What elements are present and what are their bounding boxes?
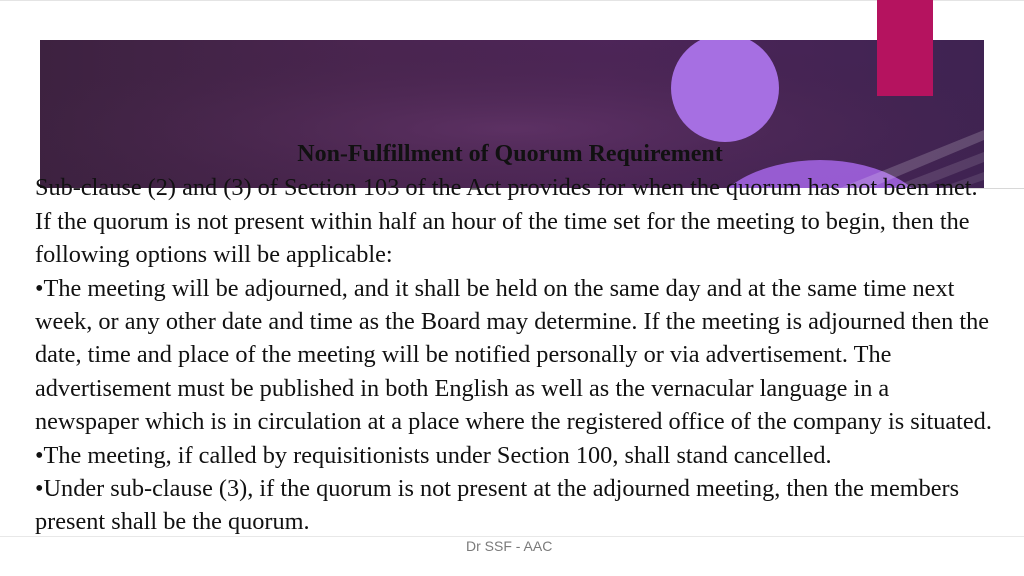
intro-paragraph: Sub-clause (2) and (3) of Section 103 of the Act provides for when the quorum has not been met. If the quorum is not present within half an hour of the time set for the meeting to begin, then the following options will be applicable:: [35, 174, 978, 269]
slide-title: Non-Fulfillment of Quorum Requirement: [297, 141, 723, 167]
accent-bar: [877, 0, 933, 96]
bullet-quorum: •Under sub-clause (3), if the quorum is not present at the adjourned meeting, then the members present shall be the quorum.: [35, 475, 960, 536]
bullet-cancelled: •The meeting, if called by requisitionists under Section 100, shall stand cancelled.: [35, 441, 832, 469]
bullet-adjourned: •The meeting will be adjourned, and it shall be held on the same day and at the same time next week, or any other date and time as the Board may determine. If the meeting is adjourned then the date, time and place of the meeting will be notified personally or via advertisement. The advertisement must be published in both English as well as the vernacular language in a newspaper which is in circulation at a place where the registered office of the company is situated.: [35, 274, 992, 436]
footer-text: Dr SSF - AAC: [466, 538, 553, 554]
top-divider-line: [0, 0, 1024, 1]
slide-content: [35, 138, 995, 539]
